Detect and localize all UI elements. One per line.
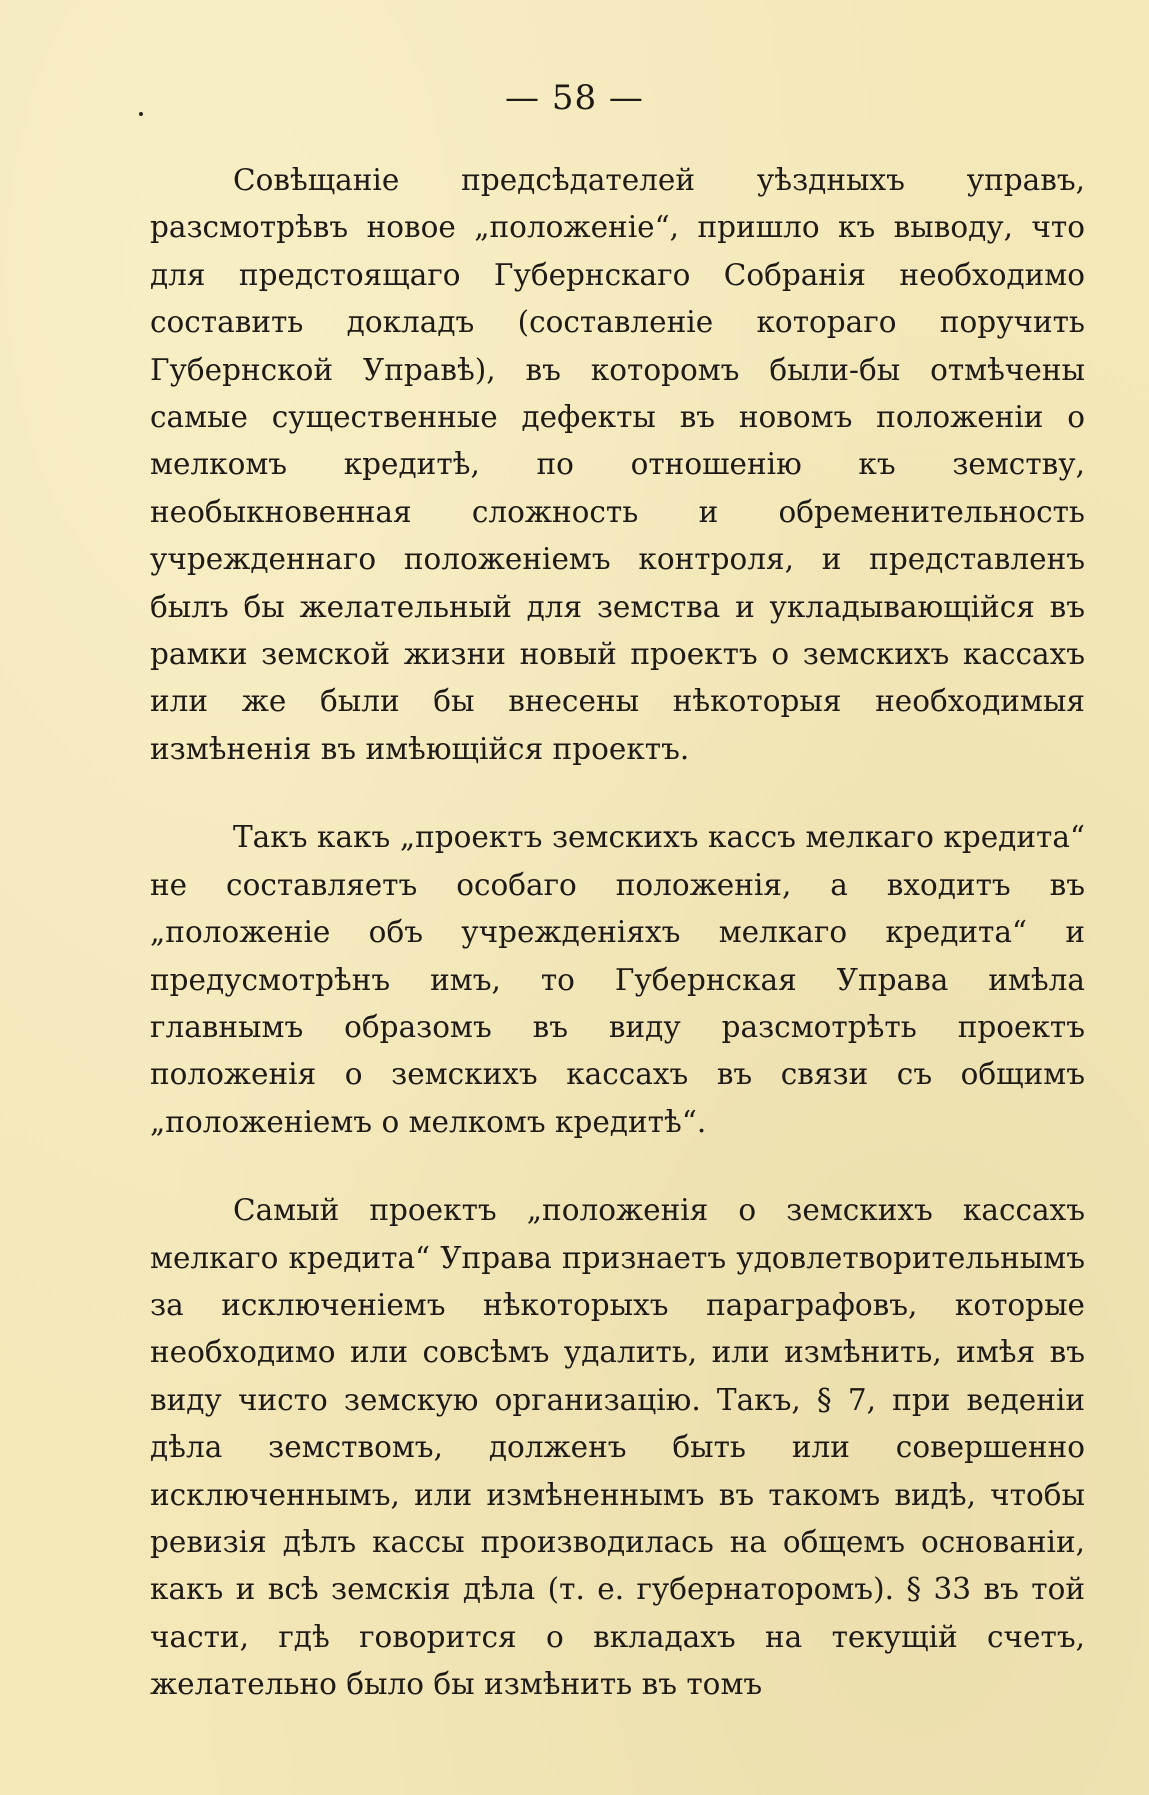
page-number: — 58 — (505, 78, 644, 118)
paragraph-2: Такъ какъ „проектъ земскихъ кассъ мелкаго кредита“ не составляетъ особаго положенія, а входитъ въ „положеніе объ учрежденіяхъ мелкаго кредита“ и предусмотрѣнъ имъ, то Губернская Управа имѣла главнымъ образомъ въ виду разсмотрѣть проектъ положенія о земскихъ кассахъ въ связи съ общимъ „положеніемъ о мелкомъ кредитѣ“. (150, 820, 1085, 1139)
paragraph-3: Самый проектъ „положенія о земскихъ кассахъ мелкаго кредита“ Управа признаетъ удовлетворительнымъ за исключеніемъ нѣкоторыхъ параграфовъ, которые необходимо или совсѣмъ удалить, или измѣнить, имѣя въ виду чисто земскую организацію. Такъ, § 7, при веденіи дѣла земствомъ, долженъ быть или совершенно исключеннымъ, или измѣненнымъ въ такомъ видѣ, чтобы ревизія дѣлъ кассы производилась на общемъ основаніи, какъ и всѣ земскія дѣла (т. е. губернаторомъ). § 33 въ той части, гдѣ говорится о вкладахъ на текущій счетъ, желательно было бы измѣнить въ томъ (150, 1193, 1085, 1702)
body-text (150, 157, 1085, 1709)
stray-dot (139, 112, 143, 116)
paragraph-1: Совѣщаніе предсѣдателей уѣздныхъ управъ, разсмотрѣвъ новое „положеніе“, пришло къ выводу, что для предстоящаго Губернскаго Собранія необходимо составить докладъ (составленіе котораго поручить Губернской Управѣ), въ которомъ были-бы отмѣчены самые существенные дефекты въ новомъ положеніи о мелкомъ кредитѣ, по отношенію къ земству, необыкновенная сложность и обременительность учрежденнаго положеніемъ контроля, и представленъ былъ бы желательный для земства и укладывающійся въ рамки земской жизни новый проектъ о земскихъ кассахъ или же были бы внесены нѣкоторыя необходимыя измѣненія въ имѣющійся проектъ. (150, 163, 1085, 766)
